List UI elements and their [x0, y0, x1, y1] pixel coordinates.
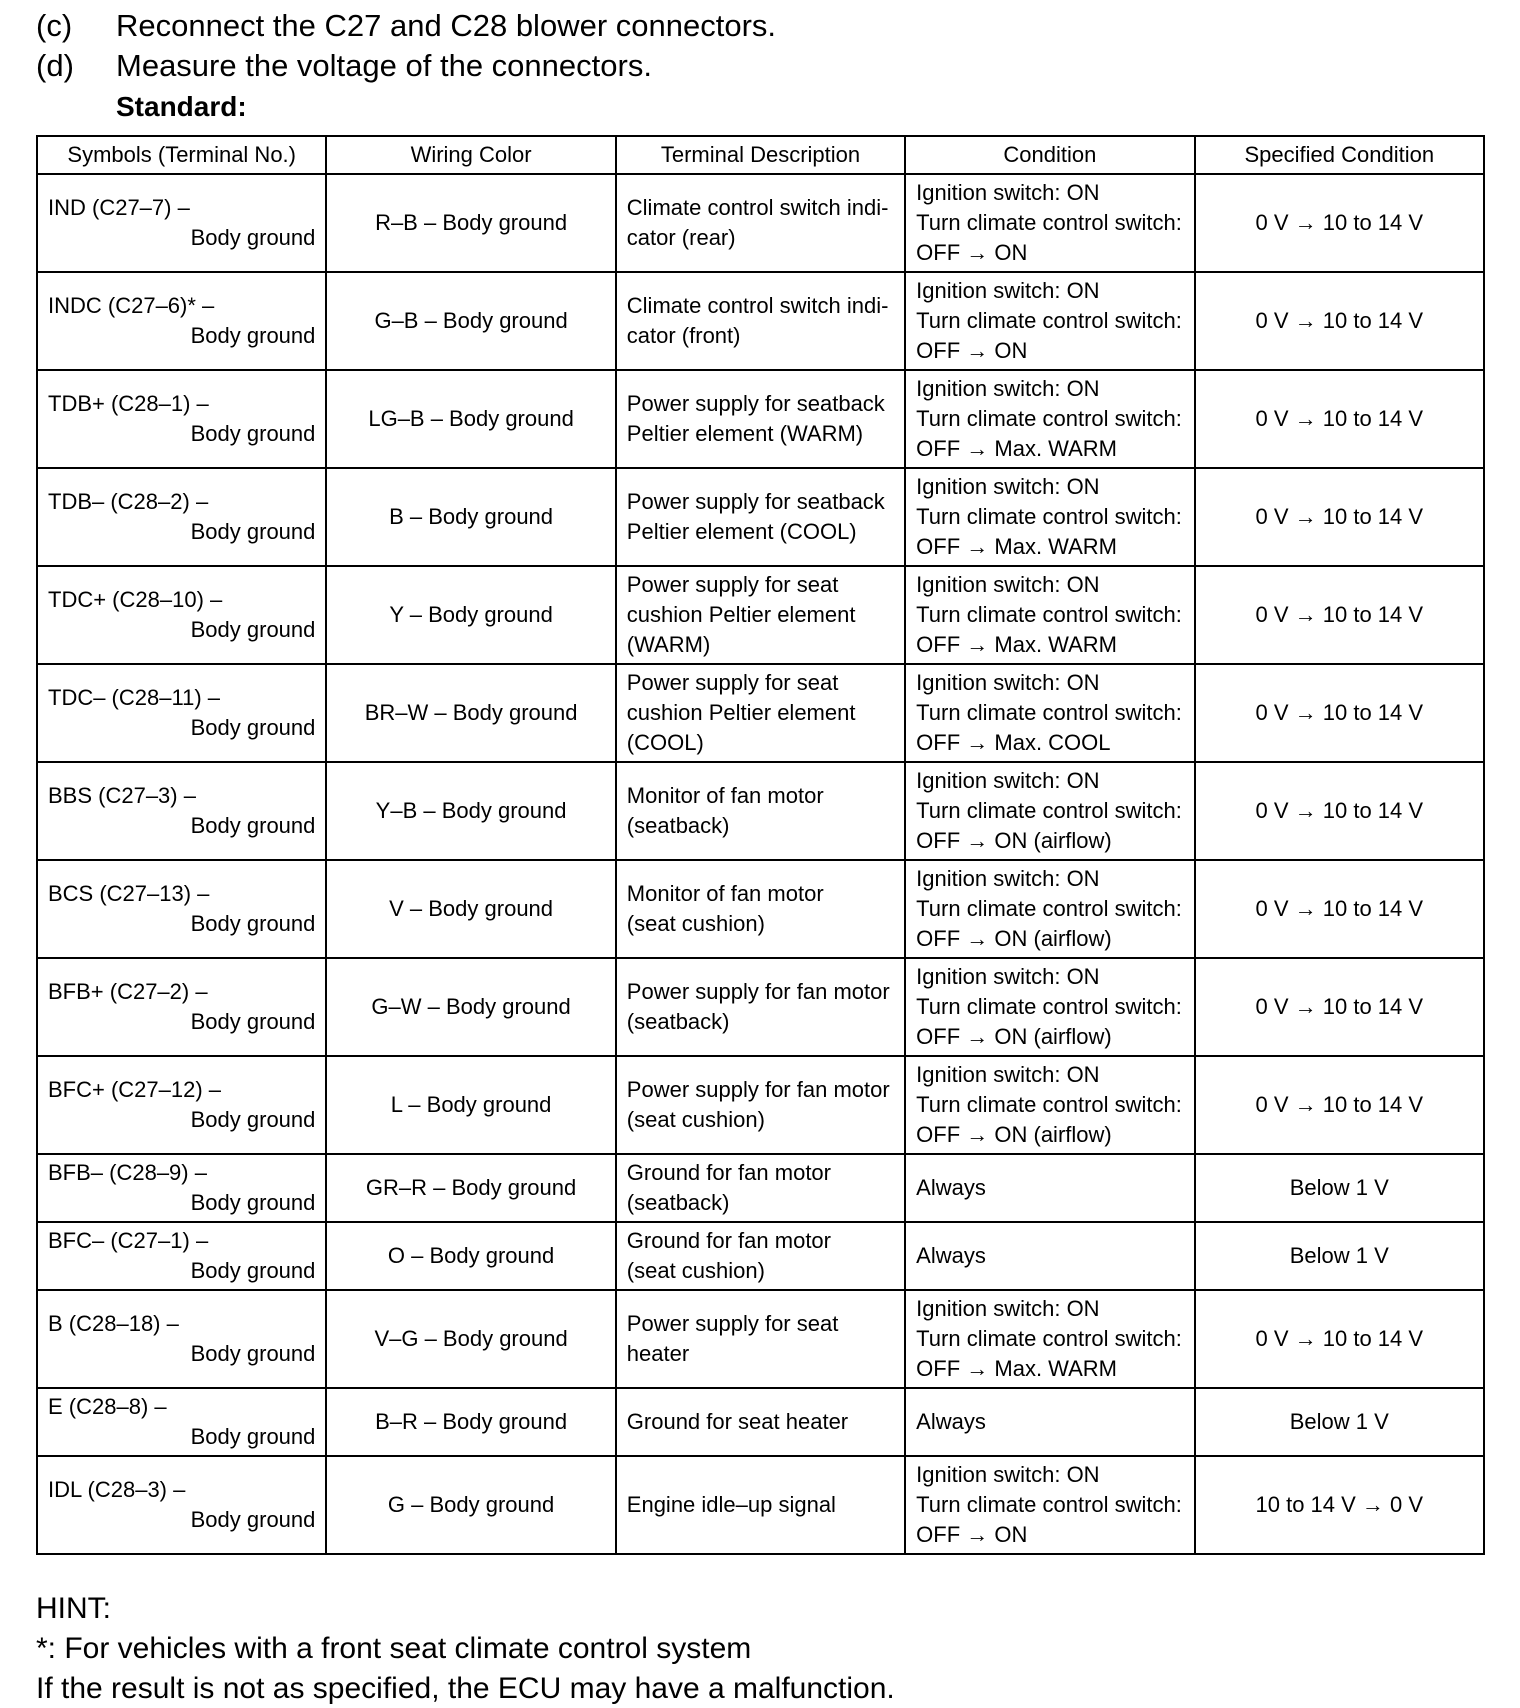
specified-condition-cell: 10 to 14 V → 0 V: [1195, 1456, 1484, 1554]
symbol-cell: [37, 1290, 326, 1388]
symbol-cell: [37, 860, 326, 958]
table-row: [37, 1456, 1484, 1554]
specified-condition-cell: 0 V → 10 to 14 V: [1195, 1056, 1484, 1154]
wiring-color-cell: G – Body ground: [326, 1456, 615, 1554]
terminal-symbol: BFB+ (C27–2) –: [48, 979, 208, 1004]
specified-condition-cell: 0 V → 10 to 14 V: [1195, 860, 1484, 958]
condition-cell: Ignition switch: ON Turn climate control switch: OFF → Max. WARM: [905, 370, 1194, 468]
table-row: [37, 958, 1484, 1056]
terminal-ground: Body ground: [190, 1107, 316, 1132]
condition-cell: Ignition switch: ON Turn climate control switch: OFF → Max. WARM: [905, 468, 1194, 566]
terminal-symbol: TDC– (C28–11) –: [48, 685, 220, 710]
condition-cell: Ignition switch: ON Turn climate control switch: OFF → Max. WARM: [905, 566, 1194, 664]
specified-condition-cell: 0 V → 10 to 14 V: [1195, 272, 1484, 370]
table-row: [37, 272, 1484, 370]
terminal-ground: Body ground: [190, 1341, 316, 1366]
table-row: [37, 762, 1484, 860]
terminal-description-cell: Ground for fan motor (seat cushion): [616, 1222, 905, 1290]
condition-cell: Always: [905, 1154, 1194, 1222]
specified-condition-cell: Below 1 V: [1195, 1222, 1484, 1290]
terminal-description-cell: Monitor of fan motor (seatback): [616, 762, 905, 860]
terminal-description-cell: Engine idle–up signal: [616, 1456, 905, 1554]
terminal-symbol: E (C28–8) –: [48, 1394, 167, 1419]
specified-condition-cell: 0 V → 10 to 14 V: [1195, 174, 1484, 272]
condition-cell: Ignition switch: ON Turn climate control switch: OFF → ON: [905, 1456, 1194, 1554]
terminal-ground: Body ground: [190, 519, 316, 544]
table-row: [37, 664, 1484, 762]
specified-condition-cell: 0 V → 10 to 14 V: [1195, 1290, 1484, 1388]
wiring-color-cell: L – Body ground: [326, 1056, 615, 1154]
terminal-ground: Body ground: [190, 323, 316, 348]
table-row: [37, 566, 1484, 664]
condition-cell: Ignition switch: ON Turn climate control switch: OFF → ON (airflow): [905, 762, 1194, 860]
symbol-cell: [37, 1456, 326, 1554]
terminal-description-cell: Ground for fan motor (seatback): [616, 1154, 905, 1222]
table-row: [37, 1056, 1484, 1154]
terminal-symbol: INDC (C27–6)* –: [48, 293, 215, 318]
terminal-description-cell: Monitor of fan motor (seat cushion): [616, 860, 905, 958]
header-terminal-description: Terminal Description: [616, 136, 905, 174]
terminal-symbol: IDL (C28–3) –: [48, 1477, 186, 1502]
table-row: [37, 468, 1484, 566]
symbol-cell: [37, 1154, 326, 1222]
wiring-color-cell: G–W – Body ground: [326, 958, 615, 1056]
terminal-description-cell: Ground for seat heater: [616, 1388, 905, 1456]
wiring-color-cell: Y – Body ground: [326, 566, 615, 664]
terminal-symbol: B (C28–18) –: [48, 1311, 179, 1336]
wiring-color-cell: B – Body ground: [326, 468, 615, 566]
specified-condition-cell: 0 V → 10 to 14 V: [1195, 370, 1484, 468]
header-specified-condition: Specified Condition: [1195, 136, 1484, 174]
table-row: [37, 1388, 1484, 1456]
voltage-spec-table: [36, 135, 1485, 1555]
terminal-description-cell: Power supply for fan motor (seat cushion): [616, 1056, 905, 1154]
terminal-symbol: TDB+ (C28–1) –: [48, 391, 209, 416]
table-body: [37, 174, 1484, 1554]
terminal-ground: Body ground: [190, 1009, 316, 1034]
specified-condition-cell: Below 1 V: [1195, 1154, 1484, 1222]
specified-condition-cell: 0 V → 10 to 14 V: [1195, 762, 1484, 860]
terminal-description-cell: Power supply for fan motor (seatback): [616, 958, 905, 1056]
terminal-symbol: BFB– (C28–9) –: [48, 1160, 207, 1185]
terminal-description-cell: Power supply for seatback Peltier element (WARM): [616, 370, 905, 468]
condition-cell: Ignition switch: ON Turn climate control switch: OFF → Max. COOL: [905, 664, 1194, 762]
hint-label: HINT:: [36, 1592, 111, 1625]
hint-footnote: *: For vehicles with a front seat climate control system: [36, 1632, 752, 1665]
terminal-ground: Body ground: [190, 1258, 316, 1283]
symbol-cell: [37, 1388, 326, 1456]
wiring-color-cell: LG–B – Body ground: [326, 370, 615, 468]
specified-condition-cell: 0 V → 10 to 14 V: [1195, 664, 1484, 762]
wiring-color-cell: Y–B – Body ground: [326, 762, 615, 860]
terminal-description-cell: Power supply for seatback Peltier element (COOL): [616, 468, 905, 566]
terminal-symbol: BFC+ (C27–12) –: [48, 1077, 222, 1102]
table-row: [37, 860, 1484, 958]
header-wiring-color: Wiring Color: [326, 136, 615, 174]
condition-cell: Ignition switch: ON Turn climate control switch: OFF → Max. WARM: [905, 1290, 1194, 1388]
symbol-cell: [37, 370, 326, 468]
symbol-cell: [37, 468, 326, 566]
step-d: [36, 48, 652, 84]
symbol-cell: [37, 664, 326, 762]
table-row: [37, 1154, 1484, 1222]
condition-cell: Always: [905, 1388, 1194, 1456]
wiring-color-cell: V–G – Body ground: [326, 1290, 615, 1388]
wiring-color-cell: G–B – Body ground: [326, 272, 615, 370]
condition-cell: Ignition switch: ON Turn climate control switch: OFF → ON (airflow): [905, 1056, 1194, 1154]
terminal-symbol: TDC+ (C28–10) –: [48, 587, 223, 612]
terminal-ground: Body ground: [190, 911, 316, 936]
terminal-ground: Body ground: [190, 813, 316, 838]
terminal-description-cell: Power supply for seat cushion Peltier element (COOL): [616, 664, 905, 762]
symbol-cell: [37, 762, 326, 860]
specified-condition-cell: Below 1 V: [1195, 1388, 1484, 1456]
table-header-row: [37, 136, 1484, 174]
specified-condition-cell: 0 V → 10 to 14 V: [1195, 468, 1484, 566]
condition-cell: Always: [905, 1222, 1194, 1290]
step-c: [36, 8, 776, 44]
specified-condition-cell: 0 V → 10 to 14 V: [1195, 958, 1484, 1056]
terminal-ground: Body ground: [190, 1190, 316, 1215]
table-row: [37, 1222, 1484, 1290]
symbol-cell: [37, 174, 326, 272]
terminal-ground: Body ground: [190, 1424, 316, 1449]
terminal-ground: Body ground: [190, 225, 316, 250]
terminal-ground: Body ground: [190, 617, 316, 642]
terminal-description-cell: Power supply for seat heater: [616, 1290, 905, 1388]
terminal-ground: Body ground: [190, 1507, 316, 1532]
header-condition: Condition: [905, 136, 1194, 174]
symbol-cell: [37, 272, 326, 370]
header-symbols: Symbols (Terminal No.): [37, 136, 326, 174]
symbol-cell: [37, 1056, 326, 1154]
condition-cell: Ignition switch: ON Turn climate control switch: OFF → ON: [905, 174, 1194, 272]
terminal-symbol: TDB– (C28–2) –: [48, 489, 209, 514]
step-c-letter: (c): [36, 8, 73, 43]
wiring-color-cell: B–R – Body ground: [326, 1388, 615, 1456]
terminal-ground: Body ground: [190, 715, 316, 740]
terminal-symbol: BCS (C27–13) –: [48, 881, 210, 906]
step-d-letter: (d): [36, 48, 74, 83]
terminal-description-cell: Power supply for seat cushion Peltier element (WARM): [616, 566, 905, 664]
wiring-color-cell: O – Body ground: [326, 1222, 615, 1290]
symbol-cell: [37, 1222, 326, 1290]
terminal-description-cell: Climate control switch indi- cator (rear): [616, 174, 905, 272]
terminal-ground: Body ground: [190, 421, 316, 446]
wiring-color-cell: GR–R – Body ground: [326, 1154, 615, 1222]
terminal-symbol: BBS (C27–3) –: [48, 783, 196, 808]
symbol-cell: [37, 958, 326, 1056]
terminal-description-cell: Climate control switch indi- cator (front): [616, 272, 905, 370]
step-c-text: Reconnect the C27 and C28 blower connectors.: [116, 8, 777, 43]
table-row: [37, 174, 1484, 272]
specified-condition-cell: 0 V → 10 to 14 V: [1195, 566, 1484, 664]
terminal-symbol: BFC– (C27–1) –: [48, 1228, 209, 1253]
condition-cell: Ignition switch: ON Turn climate control switch: OFF → ON (airflow): [905, 958, 1194, 1056]
condition-cell: Ignition switch: ON Turn climate control switch: OFF → ON: [905, 272, 1194, 370]
step-d-text: Measure the voltage of the connectors.: [116, 48, 652, 83]
hint-result-note: If the result is not as specified, the ECU may have a malfunction.: [36, 1672, 895, 1705]
table-row: [37, 1290, 1484, 1388]
wiring-color-cell: BR–W – Body ground: [326, 664, 615, 762]
terminal-symbol: IND (C27–7) –: [48, 195, 190, 220]
wiring-color-cell: R–B – Body ground: [326, 174, 615, 272]
wiring-color-cell: V – Body ground: [326, 860, 615, 958]
condition-cell: Ignition switch: ON Turn climate control switch: OFF → ON (airflow): [905, 860, 1194, 958]
standard-heading: Standard:: [116, 91, 247, 122]
symbol-cell: [37, 566, 326, 664]
table-row: [37, 370, 1484, 468]
